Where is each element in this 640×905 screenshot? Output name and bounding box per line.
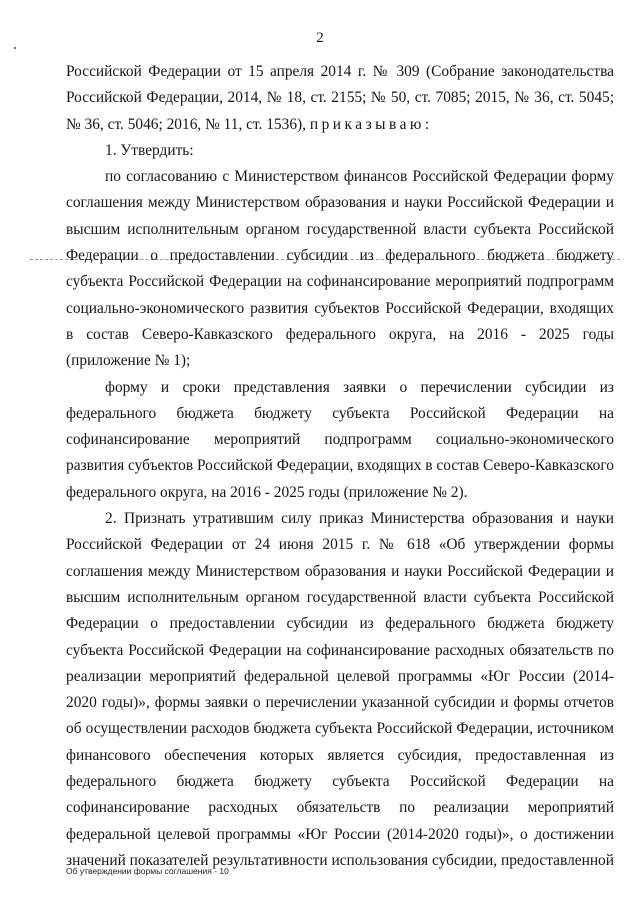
paragraph-approve: 1. Утвердить: [105,141,194,159]
scan-speck [14,47,16,49]
page-number: 2 [316,30,324,46]
paragraph-agreement-form: по согласованию с Министерством финансов Российской Федерации форму соглашения между Министерством образования и науки Российской Федерации и высшим исполнительным органом государственной власти субъекта Российской Федерации о предоставлении субсидии из федерального бюджета бюджету субъекта Российской Федерации на софинансирование мероприятий подпрограмм социально-экономического развития субъектов Российской Федерации, входящих в состав Северо-Кавказского федерального округа, на 2016 - 2025 годы (приложение № 1); [66,168,614,370]
document-body [66,59,614,874]
order-keyword: приказываю: [309,115,433,133]
page-footer: Об утверждении формы соглашения - 10 [66,866,229,876]
paragraph-repeal: 2. Признать утратившим силу приказ Министерства образования и науки Российской Федерации от 24 июня 2015 г. № 618 «Об утверждении формы соглашения между Министерством образования и науки Российской Федерации и высшим исполнительным органом государственной власти субъекта Российской Федерации о предоставлении субсидии из федерального бюджета бюджету субъекта Российской Федерации на софинансирование расходных обязательств по реализации мероприятий федеральной целевой программы «Юг России (2014-2020 годы)», формы заявки о перечислении указанной субсидии и формы отчетов об осуществлении расходов бюджета субъекта Российской Федерации, источником финансового обеспечения которых является субсидия, предоставленная из федерального бюджета бюджету субъекта Российской Федерации на софинансирование расходных обязательств по реализации мероприятий федеральной целевой программы «Юг России (2014-2020 годы)», о достижении значений показателей результативности использования субсидии, предоставленной [66,510,614,869]
paragraph-application-form: форму и сроки представления заявки о перечислении субсидии из федерального бюджета бюджету субъекта Российской Федерации на софинансирование мероприятий подпрограмм социально-экономического развития субъектов Российской Федерации, входящих в состав Северо-Кавказского федерального округа, на 2016 - 2025 годы (приложение № 2). [66,378,614,501]
paragraph-intro [66,59,614,138]
paragraph-intro-text: Российской Федерации от 15 апреля 2014 г. № 309 (Собрание законодательства Российской Федерации, 2014, № 18, ст. 2155; № 50, ст. 7085; 2015, № 36, ст. 5045; № 36, ст. 5046; 2016, № 11, ст. 1536), [66,63,614,133]
